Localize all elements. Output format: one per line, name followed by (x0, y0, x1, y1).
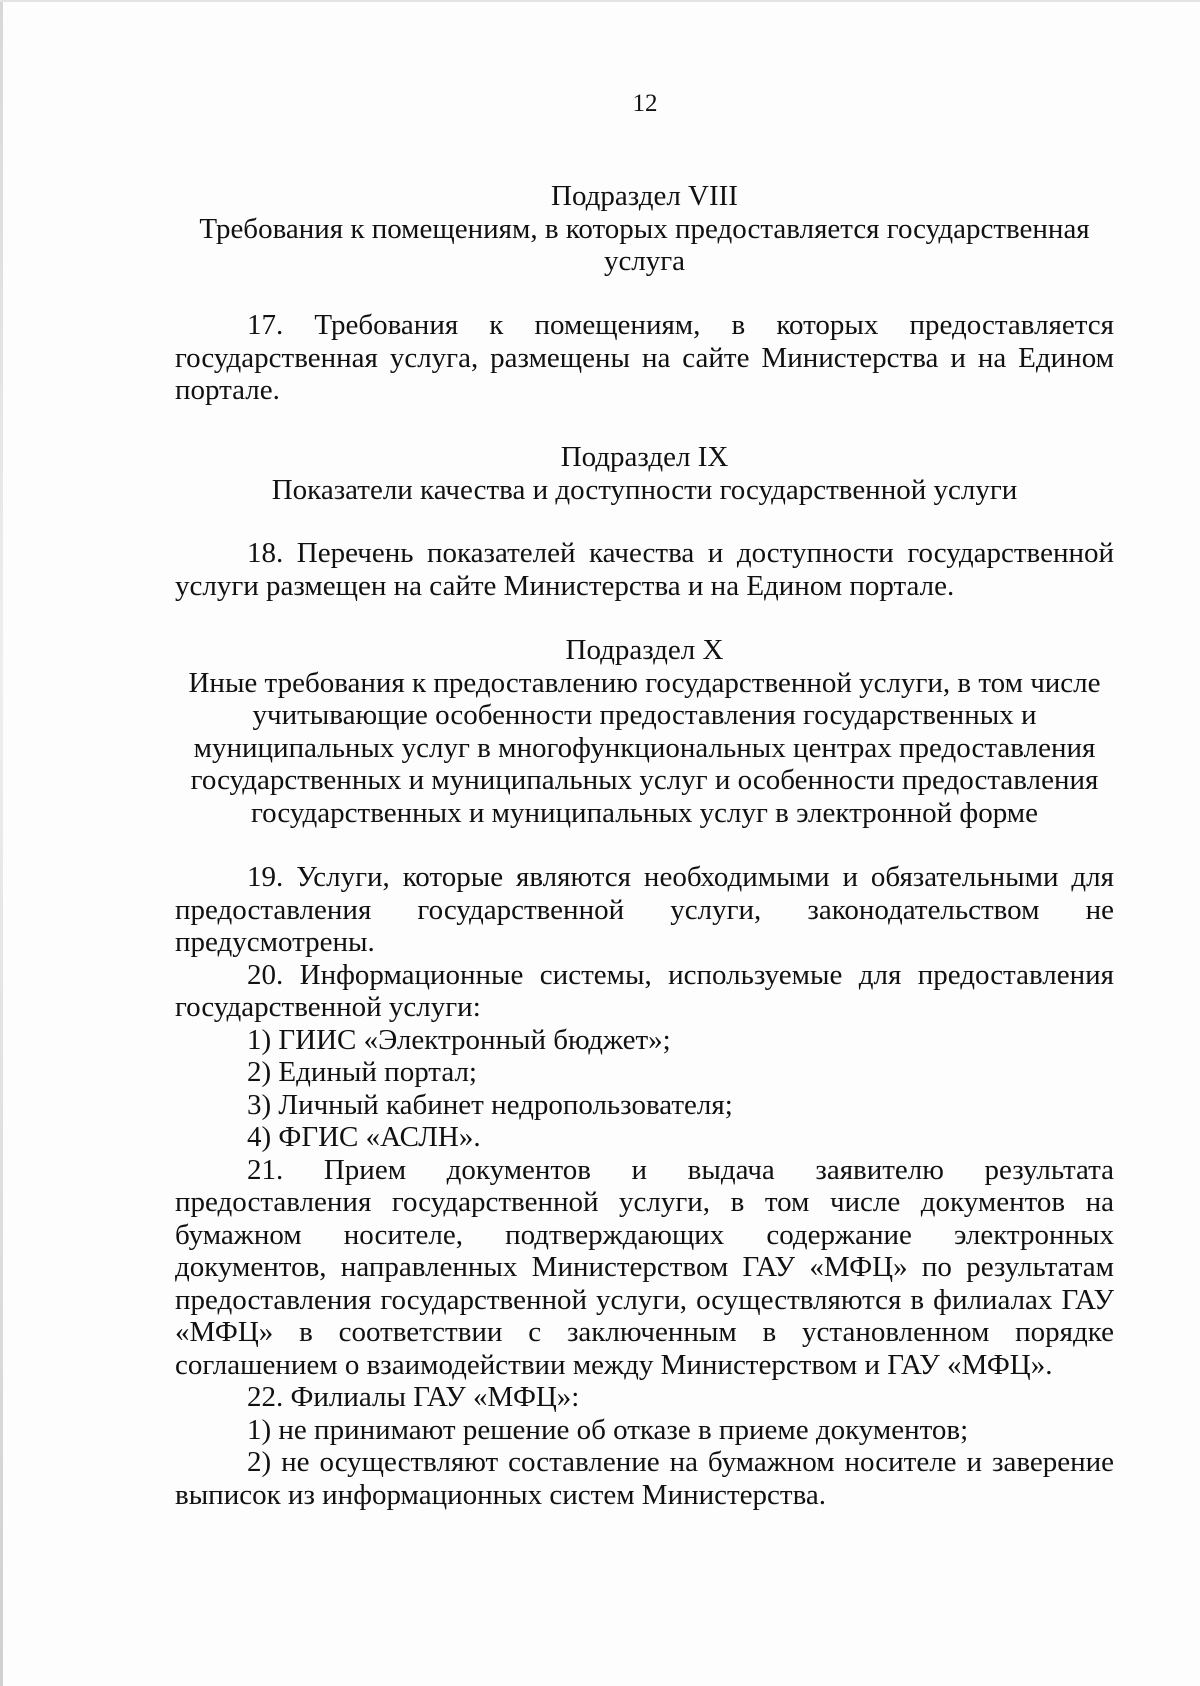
section-9-subtitle: Показатели качества и доступности государственной услуги (271, 473, 1018, 506)
paragraph-19: 19. Услуги, которые являются необходимыми и обязательными для предоставления государственной услуги, законодательством не предусмотрены. (175, 861, 1114, 958)
section-10-subtitle-line5: государственных и муниципальных услуг в электронной форме (250, 796, 1038, 829)
section-10 (175, 634, 1114, 829)
list-item: 3) Личный кабинет недропользователя; (247, 1088, 733, 1121)
page-number: 12 (632, 90, 658, 117)
section-10-subtitle-line4: государственных и муниципальных услуг и особенности предоставления (190, 764, 1099, 796)
paragraph-21: 21. Прием документов и выдача заявителю результата предоставления государственной услуги, в том числе документов на бумажном носителе, подтверждающих содержание электронных документов, направленных Министерством ГАУ «МФЦ» по результатам предоставления государственной услуги, осуществляются в филиалах ГАУ «МФЦ» в соответствии с заключенным в установленном порядке соглашением о взаимодействии между Министерством и ГАУ «МФЦ». (175, 1153, 1114, 1381)
list-item: 4) ФГИС «АСЛН». (247, 1121, 481, 1153)
section-8-subtitle-line1: Требования к помещениям, в которых предоставляется государственная (199, 212, 1090, 245)
section-10-title: Подраздел X (565, 634, 724, 666)
section-10-body (175, 861, 1114, 1511)
paragraph-22: 22. Филиалы ГАУ «МФЦ»: (247, 1381, 580, 1413)
paragraph-20: 20. Информационные системы, используемые для предоставления государственной услуги: (175, 958, 1114, 1023)
section-8 (175, 180, 1114, 278)
section-10-subtitle-line1: Иные требования к предоставлению государственной услуги, в том числе (188, 666, 1101, 699)
scan-edge-left (0, 0, 3, 1686)
scan-edge-top (0, 0, 1200, 2)
section-10-subtitle-line3: муниципальных услуг в многофункциональных центрах предоставления (193, 731, 1096, 764)
section-8-subtitle-line2: услуга (603, 245, 686, 277)
list-item: 1) не принимают решение об отказе в приеме документов; (247, 1413, 969, 1446)
section-8-title: Подраздел VIII (551, 180, 738, 212)
list-item: 1) ГИИС «Электронный бюджет»; (247, 1023, 671, 1056)
section-8-body (175, 309, 1114, 407)
paragraph-17: 17. Требования к помещениям, в которых предоставляется государственная услуга, размещены на сайте Министерства и на Едином портале. (175, 309, 1114, 406)
section-9-title: Подраздел IX (560, 441, 729, 473)
paragraph-18: 18. Перечень показателей качества и доступности государственной услуги размещен на сайте Министерства и на Едином портале. (175, 537, 1114, 602)
list-item: 2) Единый портал; (247, 1056, 477, 1088)
section-10-subtitle-line2: учитывающие особенности предоставления государственных и (252, 699, 1037, 731)
paragraph-22-item-2: 2) не осуществляют составление на бумажном носителе и заверение выписок из информационных систем Министерства. (175, 1446, 1114, 1511)
section-9-body (175, 537, 1114, 602)
section-9 (175, 441, 1114, 506)
